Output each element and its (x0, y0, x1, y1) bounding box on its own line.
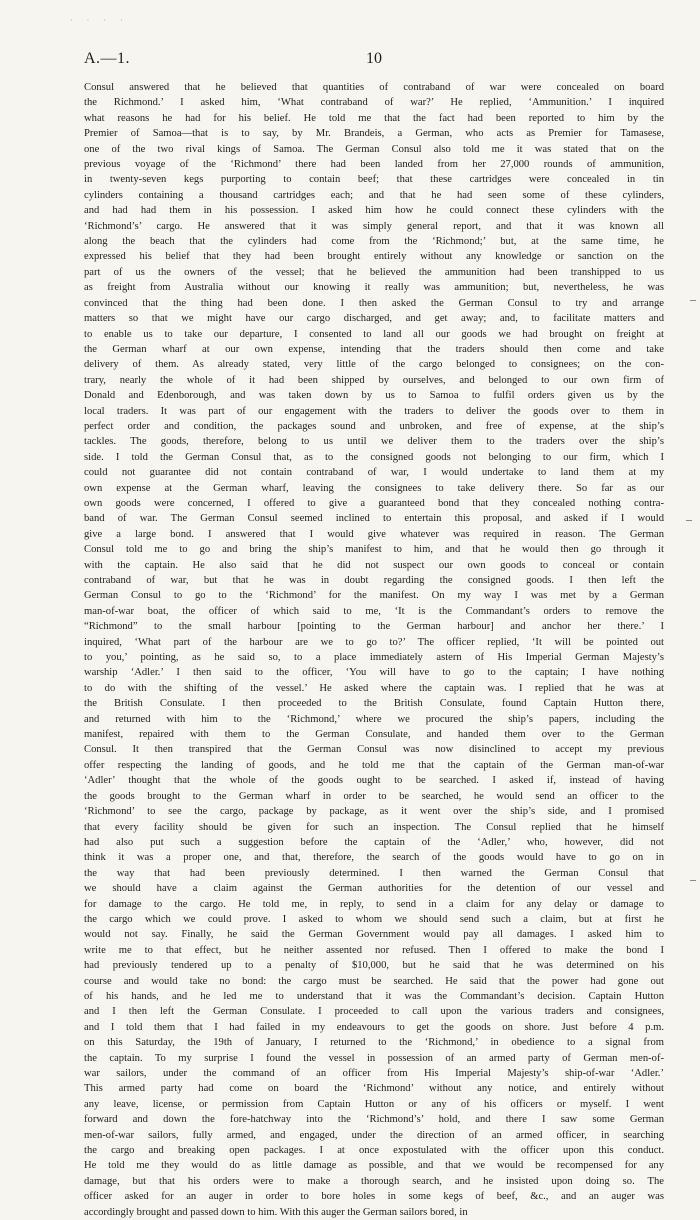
scan-dots: · · · · (70, 16, 129, 25)
text-line: think it was a proper one, and that, therefore, the search of the goods would have to go on in (84, 852, 664, 864)
text-line: trary, nearly the whole of it had been shipped by ourselves, and belonged to our own firm of (84, 374, 664, 386)
text-line: Consul told me to go and bring the ship’s manifest to him, and that he would then go through it (84, 544, 664, 556)
text-line: and I then left the German Consulate. I proceeded to call upon the various traders and consignees, (84, 1006, 664, 1018)
text-line: the cargo which we could prove. I asked to whom we should send such a claim, but at first he (84, 913, 664, 925)
text-line: the goods brought to the German wharf in order to be searched, he would send an officer to the (84, 790, 664, 802)
text-line: man-of-war boat, the officer of which said to me, ‘It is the Commandant’s orders to remove the (84, 605, 664, 617)
page-header (84, 50, 664, 70)
text-line: cylinders containing a thousand cartridges each; and that he had seen some of these cylinders, (84, 189, 664, 201)
text-line: tackles. The goods, therefore, belong to us until we deliver them to the traders over the ship’s (84, 436, 664, 448)
text-line: “Richmond” to the small harbour [pointing to the German harbour] and anchor her there.’ I (84, 621, 664, 633)
scan-mark (686, 520, 692, 521)
text-line: could not guarantee did not contain contraband of war, I would undertake to land them at my (84, 467, 664, 479)
text-line: side. I told the German Consul that, as to the consigned goods not belonging to our firm, which I (84, 451, 664, 463)
text-line: ‘Richmond’s’ cargo. He answered that it was simply general report, and that it was known all (84, 220, 664, 232)
text-line: that every facility should be given for such an inspection. The Consul replied that he himself (84, 821, 664, 833)
text-line: course and would take no bond: the cargo must be searched. He said that the power had gone out (84, 975, 664, 987)
text-line: with the captain. He also said that he did not suspect our own goods to conceal or contain (84, 559, 664, 571)
page-number: 10 (366, 50, 382, 67)
text-line: own goods were concerned, I offered to give a guaranteed bond that they concealed nothing contra- (84, 497, 664, 509)
text-line: accordingly brought and passed down to him. With this auger the German sailors bored, in (84, 1206, 468, 1218)
text-line: warship ‘Adler.’ I then said to the officer, ‘You will have to go to the captain; I have nothing (84, 667, 664, 679)
text-line: own expense at the German wharf, leaving the consignees to take delivery there. So far as our (84, 482, 664, 494)
text-line: write me to that effect, but he neither assented nor refused. Then I offered to make the bond I (84, 944, 664, 956)
text-line: delivery of them. As already stated, very little of the cargo belonged to consignees; on the con- (84, 359, 664, 371)
text-line: inquired, ‘What part of the harbour are we to go to?’ The officer replied, ‘It will be pointed out (84, 636, 664, 648)
text-line: Premier of Samoa—that is to say, by Mr. Brandeis, a German, who acts as Premier for Tamasese, (84, 128, 664, 140)
text-line: expressed his belief that they had been brought entirely without any knowledge or sanction on the (84, 251, 664, 263)
text-line: any leave, license, or permission from Captain Hutton or any of his officers or myself. I went (84, 1098, 664, 1110)
scan-mark (690, 300, 696, 301)
text-line: men-of-war sailors, fully armed, and engaged, under the direction of an armed officer, in searching (84, 1129, 664, 1141)
text-line: matters so that we might have our cargo discharged, and get away; and, to facilitate matters and (84, 313, 664, 325)
text-line: as freight from Australia without our knowing it really was ammunition; but, nevertheless, he was (84, 282, 664, 294)
text-line: had also put such a suggestion before the captain of the ‘Adler,’ who, however, did not (84, 836, 664, 848)
text-line: the cargo and breaking open packages. I at once expostulated with the officer upon this conduct. (84, 1145, 664, 1157)
text-line: offer respecting the landing of goods, and he told me that the captain of the German man-of-war (84, 759, 664, 771)
text-line: the captain. To my surprise I found the vessel in possession of an armed party of German men-of- (84, 1052, 664, 1064)
text-line: the Richmond.’ I asked him, ‘What contraband of war?’ He replied, ‘Ammunition.’ I inquired (84, 97, 664, 109)
text-line: previous voyage of the ‘Richmond’ there had been landed from her 27,000 rounds of ammunition, (84, 159, 664, 171)
text-line: one of the two rival kings of Samoa. The German Consul also told me it was stated that on the (84, 143, 664, 155)
text-line: give a large bond. I answered that I would give whatever was required in reason. The German (84, 528, 664, 540)
text-line: in twenty-seven kegs purporting to contain beef; that these cartridges were concealed in tin (84, 174, 664, 186)
text-line: to enable us to take our departure, I consented to land all our goods we had brought on freight at (84, 328, 664, 340)
text-line: forward and down the fore-hatchway into the ‘Richmond’s’ hold, and there I saw some German (84, 1114, 664, 1126)
text-line: convinced that the thing had been done. I then asked the German Consul to try and arrange (84, 297, 664, 309)
text-line: on this Saturday, the 19th of January, I returned to the ‘Richmond,’ in obedience to a signal from (84, 1037, 664, 1049)
text-line: ‘Adler’ thought that the whole of the goods ought to be searched. I asked if, instead of having (84, 775, 664, 787)
text-line: and I told them that I had failed in my endeavours to get the goods on shore. Just before 4 p.m. (84, 1021, 664, 1033)
text-line: the German wharf at our own expense, intending that the traders should then come and take (84, 343, 664, 355)
text-line: He told me they would do as little damage as possible, and that we would be recompensed for any (84, 1160, 664, 1172)
text-line: Consul answered that he believed that quantities of contraband of war were concealed on board (84, 82, 664, 93)
text-line: ‘Richmond’ to see the cargo, package by package, as it went over the ship’s side, and I promised (84, 806, 664, 818)
text-line: and returned with him to the ‘Richmond,’ where we procured the ship’s papers, including the (84, 713, 664, 725)
document-reference: A.—1. (84, 50, 131, 67)
text-line: manifest, repaired with them to the German Consulate, and handed them over to the German (84, 729, 664, 741)
text-line: of his hands, and he led me to understand that it was the Commandant’s decision. Captain Hutton (84, 990, 664, 1002)
text-line: perfect order and condition, the packages sound and unbroken, and free of expense, at the ship’s (84, 420, 664, 432)
text-line: and had had them in his possession. I asked him how he could connect these cylinders with the (84, 205, 664, 217)
text-line: local traders. It was part of our engagement with the traders to deliver the goods over to them in (84, 405, 664, 417)
text-line: the way that had been previously determined. I then warned the German Consul that (84, 867, 664, 879)
text-line: German Consul to go to the ‘Richmond’ for the manifest. On my way I was met by a German (84, 590, 664, 602)
text-line: war sailors, under the command of an officer from His Imperial Majesty’s ship-of-war ‘Adler.’ (84, 1068, 664, 1079)
text-line: to do with the shifting of the vessel.’ He asked where the captain was. I replied that he was at (84, 682, 664, 694)
text-line: the British Consulate. I then proceeded to the British Consulate, found Captain Hutton there, (84, 698, 664, 710)
text-line: for damage to the cargo. He told me, in reply, to send in a claim for any delay or damage to (84, 898, 664, 910)
scan-mark (690, 880, 696, 881)
text-line: would not say. Finally, he said the German Government would pay all damages. I asked him to (84, 929, 664, 941)
text-line: officer asked for an auger in order to bore holes in some kegs of beef, &c., and an auger was (84, 1191, 664, 1203)
text-line: part of us the owners of the vessel; that he believed the ammunition had been transhipped to us (84, 266, 664, 278)
text-line: along the beach that the cylinders had come from the ‘Richmond;’ but, at the same time, he (84, 236, 664, 248)
text-line: damage, but that his orders were to make a thorough search, and he insisted upon doing so. The (84, 1175, 664, 1187)
text-line: had previously tendered up to a penalty of $10,000, but he said that he was determined on his (84, 960, 664, 972)
text-line: Consul. It then transpired that the German Consul was now disinclined to accept my previous (84, 744, 664, 756)
text-line: Donald and Edenborough, and was taken down by us to Samoa to fulfil orders given us by the (84, 390, 664, 402)
text-line: what reasons he had for his belief. He told me that the fact had been reported to him by the (84, 112, 664, 124)
text-line: contraband of war, but that he was in doubt regarding the consigned goods. I then left the (84, 575, 664, 586)
text-line: This armed party had come on board the ‘Richmond’ without any notice, and entirely without (84, 1083, 664, 1095)
text-line: to you,’ pointing, as he said so, to a place immediately astern of His Imperial German Majesty’s (84, 652, 664, 664)
body-text (84, 80, 664, 1220)
text-line: band of war. The German Consul seemed inclined to entertain this proposal, and asked if I would (84, 513, 664, 525)
text-line: we should have a claim against the German authorities for the detention of our vessel and (84, 883, 664, 895)
